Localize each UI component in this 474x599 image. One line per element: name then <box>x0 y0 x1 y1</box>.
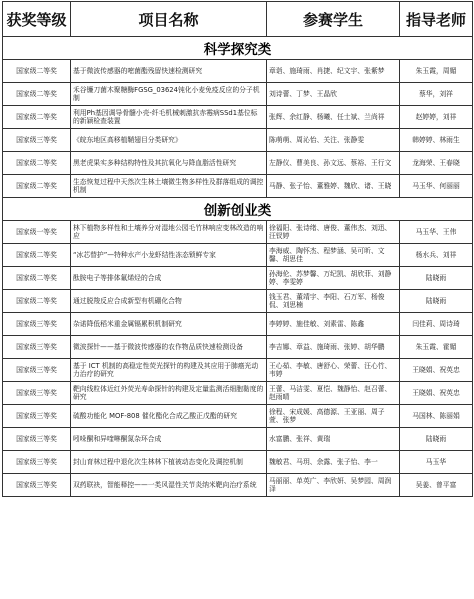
award-level-cell: 国家级二等奖 <box>3 244 71 267</box>
project-name-cell: 利用Ph基因调导骨髓小壳-纤毛机械刺激抗赤霉病SSd1基位标的新颖检查装置 <box>71 106 267 129</box>
advisor-cell: 韩婷婷、林雨生 <box>400 129 473 152</box>
header-advisor: 指导老师 <box>400 2 473 37</box>
section-header-row <box>3 37 473 60</box>
project-name-cell: 靶向线粒体近红外荧光寿命探针的构建及定量监测活细胞黏度的研究 <box>71 382 267 405</box>
award-table <box>2 1 473 497</box>
students-cell: 魏敏君、马玥、余露、张子怡、李一 <box>267 451 400 474</box>
project-name-cell: 通过脱羧反应合成新型有机硼化合物 <box>71 290 267 313</box>
students-cell: 孙海伦、苏梦馨、万纪凯、胡欣菲、刘静婷、李雯婷 <box>267 267 400 290</box>
award-level-cell: 国家级三等奖 <box>3 129 71 152</box>
project-name-cell: 双药联袂，智能释控——一类风湿性关节炎纳米靶向治疗系统 <box>71 474 267 497</box>
table-row <box>3 60 473 83</box>
project-name-cell: 《皖东地区高移植鞘翅目分类研究》 <box>71 129 267 152</box>
students-cell: 李海威、陶怀杰、程梦涵、吴可昕、文馨、胡思佳 <box>267 244 400 267</box>
award-level-cell: 国家级三等奖 <box>3 428 71 451</box>
project-name-cell: 基于 ICT 机制的高稳定性荧光探针的构建及其应用于肺癌光动力治疗的研究 <box>71 359 267 382</box>
header-award-level: 获奖等级 <box>3 2 71 37</box>
award-level-cell: 国家级二等奖 <box>3 152 71 175</box>
project-name-cell: 林下植物多样性和土壤养分对湿地公园毛竹林响应变林改造的响应 <box>71 221 267 244</box>
award-level-cell: 国家级一等奖 <box>3 221 71 244</box>
table-row <box>3 83 473 106</box>
advisor-cell: 陆晓雨 <box>400 290 473 313</box>
award-level-cell: 国家级三等奖 <box>3 336 71 359</box>
award-level-cell: 国家级三等奖 <box>3 359 71 382</box>
advisor-cell: 陆晓雨 <box>400 428 473 451</box>
advisor-cell: 王晓娟、祝英忠 <box>400 359 473 382</box>
students-cell: 李吉娜、章益、施琦雨、张婷、胡华鹏 <box>267 336 400 359</box>
award-level-cell: 国家级二等奖 <box>3 83 71 106</box>
table-row <box>3 175 473 198</box>
advisor-cell: 杨水兵、刘祥 <box>400 244 473 267</box>
table-row <box>3 244 473 267</box>
award-level-cell: 国家级二等奖 <box>3 290 71 313</box>
table-row <box>3 336 473 359</box>
award-level-cell: 国家级三等奖 <box>3 313 71 336</box>
award-level-cell: 国家级二等奖 <box>3 267 71 290</box>
advisor-cell: 蔡华，刘祥 <box>400 83 473 106</box>
table-row <box>3 451 473 474</box>
section-title: 创新创业类 <box>3 198 473 221</box>
project-name-cell: 硫酸功能化 MOF-808 催化酯化合成乙酸正戊酯的研究 <box>71 405 267 428</box>
table-row <box>3 290 473 313</box>
advisor-cell: 王晓娟、祝英忠 <box>400 382 473 405</box>
award-level-cell: 国家级三等奖 <box>3 382 71 405</box>
project-name-cell: 黑老虎果实多种结构特性及其抗氧化与降血脂活性研究 <box>71 152 267 175</box>
project-name-cell: 封山育林过程中退化次生林林下植被动态变化及调控机制 <box>71 451 267 474</box>
project-name-cell: 禾谷镰刀菌木聚糖酶FGSG_03624钝化小麦免疫反应的分子机制 <box>71 83 267 106</box>
table-row <box>3 474 473 497</box>
award-level-cell: 国家级三等奖 <box>3 405 71 428</box>
header-project-name: 项目名称 <box>71 2 267 37</box>
section-header-row <box>3 198 473 221</box>
advisor-cell: 闫佳莉、周诗琦 <box>400 313 473 336</box>
table-row <box>3 428 473 451</box>
header-students: 参赛学生 <box>267 2 400 37</box>
students-cell: 左静仪、曹美良、孙文远、蔡裕、王行文 <box>267 152 400 175</box>
table-row <box>3 313 473 336</box>
students-cell: 李婷婷、施佳敏、刘素雷、陈鑫 <box>267 313 400 336</box>
students-cell: 王蕾、马洁雯、夏恺、魏静怡、赵召蕾、赵雨晴 <box>267 382 400 405</box>
table-row <box>3 152 473 175</box>
advisor-cell: 龙海荣、王春晓 <box>400 152 473 175</box>
project-name-cell: 杂诺降低稻米重金属镉累积机制研究 <box>71 313 267 336</box>
project-name-cell: 吲哚酮和异喹啉酮氮杂环合成 <box>71 428 267 451</box>
table-row <box>3 359 473 382</box>
students-cell: 钱玉君、董靖宇、李阳、石万军、杨俊侃、刘思楠 <box>267 290 400 313</box>
section-title: 科学探究类 <box>3 37 473 60</box>
students-cell: 徐福阳、张诗绪、唐俊、董伟杰、刘迅、汪钗婷 <box>267 221 400 244</box>
advisor-cell: 赵婷婷，刘祥 <box>400 106 473 129</box>
advisor-cell: 朱玉霞，周媚 <box>400 60 473 83</box>
students-cell: 章诣、施琦雨、肖捷、纪文宇、张紫梦 <box>267 60 400 83</box>
project-name-cell: “冰芯替护”—特种水产小龙虾结性冻态锁鲜专家 <box>71 244 267 267</box>
advisor-cell: 朱玉霞、霍媚 <box>400 336 473 359</box>
students-cell: 刘诗蕾、丁梦、王晶欣 <box>267 83 400 106</box>
advisor-cell: 吴姜、曾平富 <box>400 474 473 497</box>
advisor-cell: 马国林、陈丽娟 <box>400 405 473 428</box>
table-row <box>3 382 473 405</box>
project-name-cell: 酞胺电子等排体氟烯烃的合成 <box>71 267 267 290</box>
advisor-cell: 马玉华、何丽丽 <box>400 175 473 198</box>
award-level-cell: 国家级三等奖 <box>3 451 71 474</box>
table-row <box>3 267 473 290</box>
students-cell: 水富鹏、张祥、黄瑞 <box>267 428 400 451</box>
students-cell: 马静、张子怡、董雅婷、魏欣、诸、王晓 <box>267 175 400 198</box>
award-level-cell: 国家级三等奖 <box>3 474 71 497</box>
award-table-body <box>3 37 473 497</box>
table-row <box>3 129 473 152</box>
advisor-cell: 马玉华 <box>400 451 473 474</box>
header-row <box>3 2 473 37</box>
table-row <box>3 106 473 129</box>
table-row <box>3 221 473 244</box>
students-cell: 王心茹、李敏、唐舒心、荣蕾、汪心竹、韦婷 <box>267 359 400 382</box>
advisor-cell: 马玉华、王伟 <box>400 221 473 244</box>
project-name-cell: 微波探针——基于微波传感器的农作物品质快速检测设备 <box>71 336 267 359</box>
students-cell: 陈萌萌、周沁怡、关注、张静雯 <box>267 129 400 152</box>
students-cell: 马丽丽、单英广、李欣妍、吴梦园、周润泽 <box>267 474 400 497</box>
table-row <box>3 405 473 428</box>
project-name-cell: 生态恢复过程中天然次生林土壤微生物多样性及群落组成的调控机制 <box>71 175 267 198</box>
project-name-cell: 基于微波传感器的嘧菌酯残留快速检测研究 <box>71 60 267 83</box>
advisor-cell: 陆晓雨 <box>400 267 473 290</box>
award-level-cell: 国家级二等奖 <box>3 175 71 198</box>
award-level-cell: 国家级二等奖 <box>3 106 71 129</box>
students-cell: 徐程、宋成媛、高德源、王亚丽、周子萱、张梦 <box>267 405 400 428</box>
students-cell: 张辉、余红静、杨曦、任士斌、兰尚祥 <box>267 106 400 129</box>
award-level-cell: 国家级二等奖 <box>3 60 71 83</box>
